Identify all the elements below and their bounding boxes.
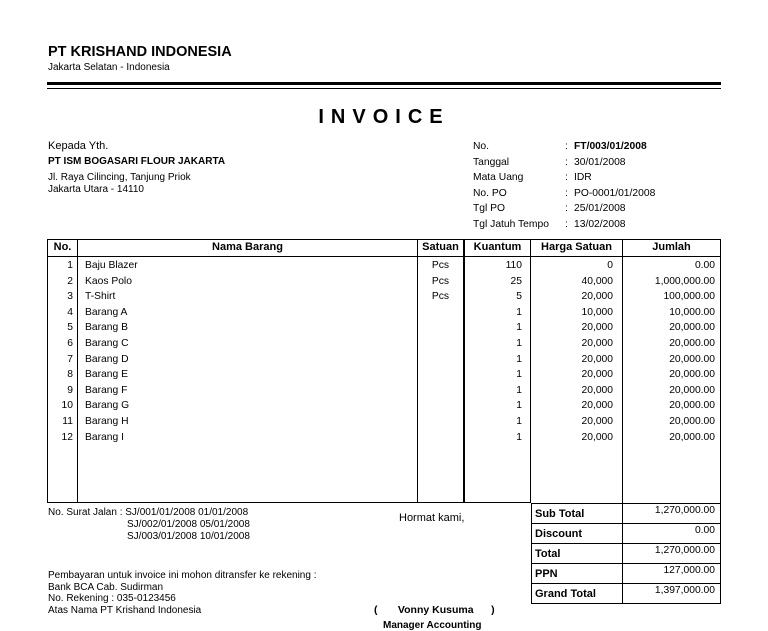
item-no: 12 <box>61 431 73 443</box>
item-unit-price: 20,000 <box>581 384 613 396</box>
item-unit-price: 20,000 <box>581 322 613 334</box>
item-quantity: 1 <box>516 431 522 443</box>
total-label: Grand Total <box>535 588 596 600</box>
item-name: Barang I <box>85 431 124 443</box>
meta-label: Tanggal <box>473 156 510 168</box>
item-no: 7 <box>67 353 73 365</box>
header-amount: Jumlah <box>652 241 691 253</box>
item-no: 4 <box>67 306 73 318</box>
meta-label: No. <box>473 141 490 152</box>
meta-separator: : <box>565 141 568 152</box>
item-name: Kaos Polo <box>85 275 132 287</box>
po-number: PO-0001/01/2008 <box>574 187 656 199</box>
item-amount: 20,000.00 <box>669 338 715 349</box>
meta-label: Tgl PO <box>473 203 506 215</box>
item-no: 3 <box>67 291 73 303</box>
item-quantity: 5 <box>516 291 522 303</box>
item-no: 8 <box>67 369 73 381</box>
table-border-bottom <box>47 502 531 503</box>
item-unit-price: 20,000 <box>581 416 613 427</box>
total-label: Sub Total <box>535 508 585 520</box>
meta-separator: : <box>565 156 568 168</box>
meta-row-po <box>473 186 655 202</box>
header-item-name: Nama Barang <box>212 241 283 253</box>
item-name: Barang D <box>85 353 129 365</box>
invoice-number: FT/003/01/2008 <box>574 141 647 152</box>
item-unit: Pcs <box>431 275 450 287</box>
discount-value: 0.00 <box>694 525 715 536</box>
currency: IDR <box>574 172 592 184</box>
table-row <box>47 352 721 368</box>
recipient-greeting: Kepada Yth. <box>48 140 109 152</box>
item-quantity: 1 <box>516 338 522 349</box>
item-amount: 1,000,000.00 <box>654 275 715 287</box>
delivery-note: SJ/003/01/2008 10/01/2008 <box>127 531 250 542</box>
item-amount: 100,000.00 <box>663 291 715 303</box>
payment-line: Bank BCA Cab. Sudirman <box>48 581 164 593</box>
item-unit-price: 40,000 <box>581 275 613 287</box>
items-table <box>47 239 721 503</box>
totals-box <box>531 503 721 604</box>
item-amount: 20,000.00 <box>669 416 715 427</box>
item-no: 11 <box>62 416 73 427</box>
signatory-name: ( Vonny Kusuma ) <box>374 604 495 616</box>
table-row <box>47 336 721 352</box>
item-unit: Pcs <box>431 291 450 303</box>
item-quantity: 1 <box>516 369 522 381</box>
signatory-title: Manager Accounting <box>383 620 482 631</box>
discount-row <box>531 524 721 544</box>
meta-separator: : <box>565 218 568 230</box>
meta-label: Mata Uang <box>473 172 524 184</box>
company-name: PT KRISHAND INDONESIA <box>48 44 232 60</box>
item-unit-price: 10,000 <box>581 306 613 318</box>
table-row <box>47 289 721 305</box>
item-name: Barang G <box>85 400 130 412</box>
item-quantity: 1 <box>516 322 522 334</box>
item-no: 9 <box>67 384 73 396</box>
meta-label: Tgl Jatuh Tempo <box>473 218 549 230</box>
item-amount: 20,000.00 <box>669 369 715 381</box>
subtotal-value: 1,270,000.00 <box>654 505 715 516</box>
meta-label: No. PO <box>473 187 507 199</box>
delivery-note: SJ/002/01/2008 05/01/2008 <box>127 519 250 530</box>
item-amount: 20,000.00 <box>669 353 715 365</box>
meta-separator: : <box>565 172 568 184</box>
item-name: Barang B <box>85 322 128 334</box>
table-row <box>47 274 721 290</box>
payment-line: No. Rekening : 035-0123456 <box>48 593 176 605</box>
item-no: 6 <box>67 338 73 349</box>
meta-row-date <box>473 155 655 171</box>
document-title: INVOICE <box>318 106 450 128</box>
customer-address: Jl. Raya Cilincing, Tanjung Priok <box>48 172 191 183</box>
item-quantity: 1 <box>516 416 522 427</box>
total-value: 1,270,000.00 <box>654 545 715 556</box>
meta-separator: : <box>565 187 568 199</box>
table-row <box>47 258 721 274</box>
item-name: Barang H <box>85 416 129 427</box>
item-name: Barang C <box>85 338 129 349</box>
item-no: 5 <box>67 322 73 334</box>
meta-separator: : <box>565 203 568 215</box>
header-divider-thin <box>47 88 721 89</box>
meta-row-number <box>473 139 655 155</box>
table-row <box>47 305 721 321</box>
header-unit: Satuan <box>422 241 459 253</box>
item-quantity: 25 <box>510 275 522 287</box>
item-name: Barang F <box>85 384 128 396</box>
item-quantity: 1 <box>516 306 522 318</box>
item-name: Barang A <box>85 306 128 318</box>
meta-row-due-date <box>473 217 655 233</box>
company-location: Jakarta Selatan - Indonesia <box>48 62 170 73</box>
item-no: 1 <box>67 260 73 271</box>
table-row <box>47 398 721 414</box>
item-unit-price: 20,000 <box>581 353 613 365</box>
customer-name: PT ISM BOGASARI FLOUR JAKARTA <box>48 156 226 167</box>
grand-total-row <box>531 584 721 604</box>
item-amount: 10,000.00 <box>669 306 715 318</box>
table-row <box>47 367 721 383</box>
payment-instructions <box>48 570 316 617</box>
item-amount: 20,000.00 <box>669 384 715 396</box>
table-header-divider <box>47 256 721 257</box>
item-amount: 20,000.00 <box>669 431 715 443</box>
item-no: 10 <box>61 400 73 412</box>
item-amount: 20,000.00 <box>669 322 715 334</box>
item-no: 2 <box>67 275 73 287</box>
item-amount: 20,000.00 <box>669 400 715 412</box>
item-quantity: 1 <box>516 400 522 412</box>
item-quantity: 110 <box>505 260 522 271</box>
table-row <box>47 320 721 336</box>
total-label: PPN <box>535 568 558 580</box>
po-date: 25/01/2008 <box>574 203 626 215</box>
item-name: T-Shirt <box>85 291 116 303</box>
total-label: Total <box>535 548 561 560</box>
item-name: Baju Blazer <box>85 260 138 271</box>
header-unit-price: Harga Satuan <box>541 241 612 253</box>
table-row <box>47 430 721 446</box>
item-unit-price: 20,000 <box>581 400 613 412</box>
header-divider-thick <box>47 82 721 85</box>
tax-value: 127,000.00 <box>663 565 715 576</box>
item-unit-price: 20,000 <box>581 338 613 349</box>
due-date: 13/02/2008 <box>574 218 626 230</box>
payment-line: Pembayaran untuk invoice ini mohon ditransfer ke rekening : <box>48 570 317 581</box>
table-row <box>47 414 721 430</box>
item-name: Barang E <box>85 369 128 381</box>
meta-row-po-date <box>473 201 655 217</box>
item-unit-price: 0 <box>607 260 613 271</box>
item-quantity: 1 <box>516 384 522 396</box>
subtotal-row <box>531 503 721 524</box>
header-no: No. <box>53 241 72 253</box>
invoice-date: 30/01/2008 <box>574 156 626 168</box>
grand-total-value: 1,397,000.00 <box>654 585 715 596</box>
item-unit: Pcs <box>431 260 450 271</box>
item-quantity: 1 <box>516 353 522 365</box>
payment-line: Atas Nama PT Krishand Indonesia <box>48 605 202 617</box>
total-label: Discount <box>535 528 583 540</box>
item-unit-price: 20,000 <box>581 431 613 443</box>
customer-city: Jakarta Utara - 14110 <box>48 184 144 195</box>
delivery-notes <box>48 507 250 543</box>
meta-row-currency <box>473 170 655 186</box>
item-unit-price: 20,000 <box>581 369 613 381</box>
item-amount: 0.00 <box>694 260 715 271</box>
total-row <box>531 544 721 564</box>
tax-row <box>531 564 721 584</box>
closing-text: Hormat kami, <box>399 512 465 524</box>
delivery-note: No. Surat Jalan : SJ/001/01/2008 01/01/2008 <box>48 507 249 518</box>
header-quantity: Kuantum <box>473 241 522 253</box>
item-unit-price: 20,000 <box>581 291 613 303</box>
table-row <box>47 383 721 399</box>
invoice-meta <box>473 139 655 233</box>
